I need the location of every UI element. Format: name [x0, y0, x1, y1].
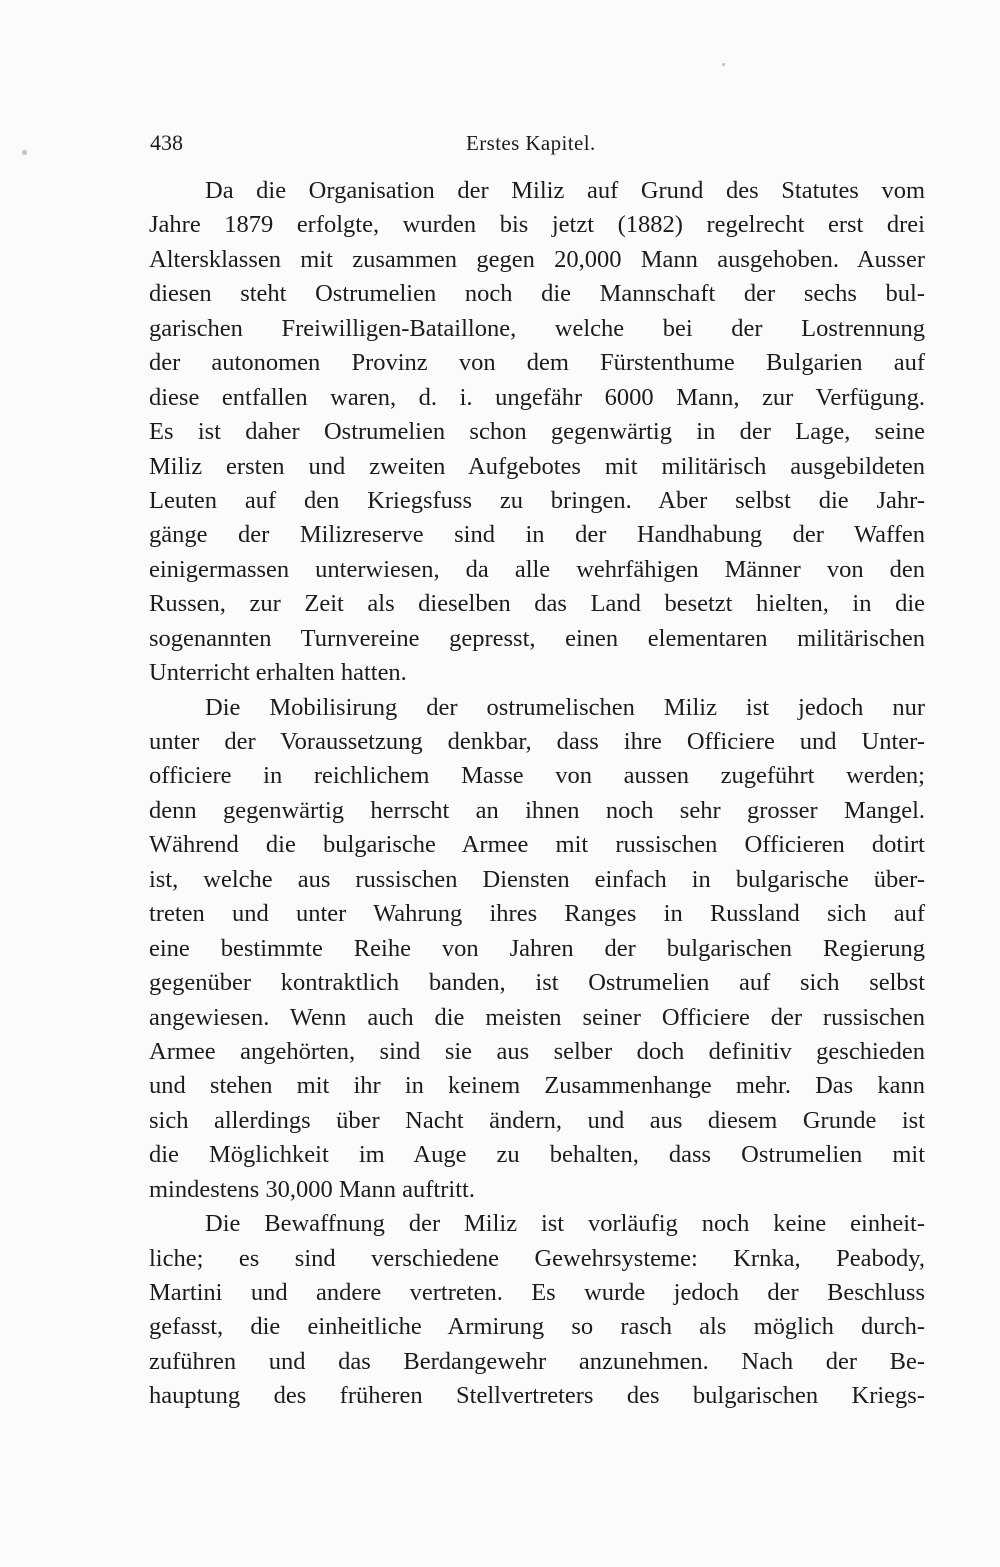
text-line: Russen, zur Zeit als dieselben das Land besetzt hielten, in die — [149, 590, 925, 618]
text-line: Die Mobilisirung der ostrumelischen Miliz ist jedoch nur — [205, 693, 925, 721]
text-line: gefasst, die einheitliche Armirung so rasch als möglich durch- — [149, 1313, 925, 1341]
text-line: eine bestimmte Reihe von Jahren der bulgarischen Regierung — [149, 934, 925, 962]
paragraph — [149, 691, 925, 1208]
paragraph — [149, 174, 925, 691]
text-line: Jahre 1879 erfolgte, wurden bis jetzt (1882) regelrecht erst drei — [149, 211, 925, 239]
text-line: Martini und andere vertreten. Es wurde jedoch der Beschluss — [149, 1279, 925, 1306]
text-line: Unterricht erhalten hatten. — [149, 659, 407, 687]
text-line: treten und unter Wahrung ihres Ranges in Russland sich auf — [149, 900, 925, 928]
ink-speck — [722, 63, 725, 66]
text-line: und stehen mit ihr in keinem Zusammenhange mehr. Das kann — [149, 1072, 925, 1100]
body-text — [149, 174, 925, 1414]
text-line: Da die Organisation der Miliz auf Grund des Statutes vom — [205, 177, 925, 204]
text-line: hauptung des früheren Stellvertreters des bulgarischen Kriegs- — [149, 1382, 925, 1410]
text-line: sogenannten Turnvereine gepresst, einen elementaren militärischen — [149, 624, 925, 652]
text-line: diese entfallen waren, d. i. ungefähr 6000 Mann, zur Verfügung. — [149, 383, 925, 411]
text-line: Altersklassen mit zusammen gegen 20,000 Mann ausgehoben. Ausser — [149, 245, 925, 273]
text-line: denn gegenwärtig herrscht an ihnen noch sehr grosser Mangel. — [149, 796, 925, 824]
text-line: ist, welche aus russischen Diensten einfach in bulgarische über- — [149, 865, 925, 893]
text-line: einigermassen unterwiesen, da alle wehrfähigen Männer von den — [149, 555, 925, 583]
paragraph — [149, 1207, 925, 1414]
text-line: Armee angehörten, sind sie aus selber doch definitiv geschieden — [149, 1037, 925, 1065]
text-line: gegenüber kontraktlich banden, ist Ostrumelien auf sich selbst — [149, 969, 925, 997]
text-line: Während die bulgarische Armee mit russischen Officieren dotirt — [149, 831, 925, 859]
page-number: 438 — [150, 130, 183, 155]
text-line: gänge der Milizreserve sind in der Handhabung der Waffen — [149, 521, 925, 549]
text-line: zuführen und das Berdangewehr anzunehmen. Nach der Be- — [149, 1347, 925, 1375]
text-line: die Möglichkeit im Auge zu behalten, dass Ostrumelien mit — [149, 1141, 925, 1169]
text-line: unter der Voraussetzung denkbar, dass ihre Officiere und Unter- — [149, 728, 925, 755]
running-head — [150, 126, 924, 160]
text-line: diesen steht Ostrumelien noch die Mannschaft der sechs bul- — [149, 280, 925, 308]
text-line: liche; es sind verschiedene Gewehrsysteme: Krnka, Peabody, — [149, 1244, 925, 1272]
chapter-title: Erstes Kapitel. — [466, 131, 596, 155]
ink-speck — [22, 150, 27, 155]
text-line: sich allerdings über Nacht ändern, und aus diesem Grunde ist — [149, 1106, 925, 1134]
text-line: Leuten auf den Kriegsfuss zu bringen. Aber selbst die Jahr- — [149, 486, 925, 514]
text-line: Es ist daher Ostrumelien schon gegenwärtig in der Lage, seine — [149, 418, 925, 446]
text-line: der autonomen Provinz von dem Fürstenthume Bulgarien auf — [149, 349, 925, 377]
text-line: angewiesen. Wenn auch die meisten seiner Officiere der russischen — [149, 1003, 925, 1031]
text-line: Miliz ersten und zweiten Aufgebotes mit militärisch ausgebildeten — [149, 452, 925, 480]
text-line: garischen Freiwilligen-Bataillone, welche bei der Lostrennung — [149, 314, 925, 342]
text-line: Die Bewaffnung der Miliz ist vorläufig noch keine einheit- — [205, 1210, 925, 1238]
text-line: officiere in reichlichem Masse von aussen zugeführt werden; — [149, 762, 925, 790]
text-line: mindestens 30,000 Mann auftritt. — [149, 1175, 475, 1203]
